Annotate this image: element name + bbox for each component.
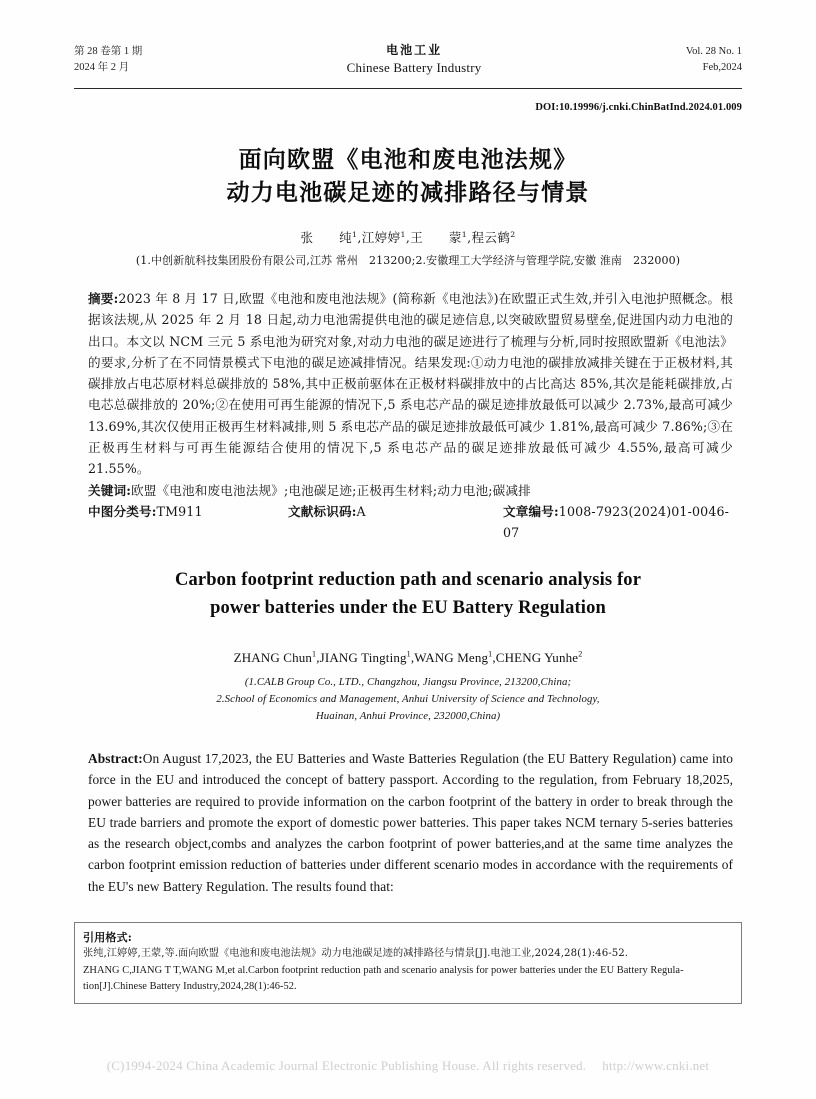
- citation-line-cn: 张纯,江婷婷,王蒙,等.面向欧盟《电池和废电池法规》动力电池碳足迹的减排路径与情景[J].电池工业,2024,28(1):46-52.: [83, 948, 629, 959]
- clc-value: TM911: [156, 503, 203, 519]
- author-cn-sep-1: ,: [357, 230, 362, 245]
- author-cn-3: 王 蒙: [410, 230, 462, 245]
- volume-issue-en: Vol. 28 No. 1: [685, 46, 742, 57]
- abstract-cn-label: 摘要:: [88, 291, 119, 306]
- author-cn-2-affil-marker: 1: [400, 229, 406, 239]
- citation-line-en-2: tion[J].Chinese Battery Industry,2024,28(1):46-52.: [83, 981, 297, 993]
- author-cn-sep-3: ,: [467, 230, 472, 245]
- affiliation-en-line-2: 2.School of Economics and Management, Anhui University of Science and Technology,: [216, 693, 600, 706]
- issue-date-en: Feb,2024: [702, 62, 742, 74]
- classification-codes-row: [88, 501, 733, 544]
- author-cn-1: 张 纯: [300, 230, 353, 245]
- article-title-en-line-1: Carbon footprint reduction path and scenario analysis for: [174, 570, 642, 590]
- header-divider: [74, 88, 742, 89]
- running-head-left: [74, 44, 142, 77]
- citation-heading: 引用格式:: [83, 931, 133, 944]
- author-en-sep-1: ,: [316, 650, 320, 665]
- document-code-value: A: [356, 503, 366, 519]
- affiliation-cn: (1.中创新航科技集团股份有限公司,江苏 常州 213200;2.安徽理工大学经济与管理学院,安徽 淮南 232000): [135, 254, 681, 267]
- author-cn-4: 程云鹤: [471, 230, 511, 245]
- doi-text: DOI:10.19996/j.cnki.ChinBatInd.2024.01.009: [535, 102, 742, 113]
- citation-box: [74, 922, 742, 1004]
- author-en-1: ZHANG Chun: [233, 650, 313, 665]
- abstract-en-body: On August 17,2023, the EU Batteries and Waste Batteries Regulation (the EU Battery Regulation) came into force in the EU and introduced the concept of battery passport. According to the regulation, from February 18,2025, power batteries are required to provide information on the carbon footprint of the battery in order to break through the EU trade barriers and promote the export of domestic power batteries. This paper takes NCM ternary 5-series batteries as the research object,combs and analyzes the carbon footprint of power batteries,and at the same time analyzes the carbon footprint emission reduction of batteries under different scenario modes in accordance with the requirements of the EU's new Battery Regulation. The results found that:: [88, 751, 733, 894]
- author-en-2-affil-marker: 1: [406, 649, 411, 659]
- authors-en: [74, 650, 742, 666]
- journal-title-cn: 电池工业: [386, 43, 443, 57]
- author-en-4-affil-marker: 2: [578, 649, 583, 659]
- author-en-sep-2: ,: [410, 650, 415, 665]
- author-en-3: WANG Meng: [414, 650, 489, 665]
- keywords-cn-value: 欧盟《电池和废电池法规》;电池碳足迹;正极再生材料;动力电池;碳减排: [131, 482, 531, 498]
- keywords-cn-label: 关键词:: [88, 482, 132, 498]
- running-head-center: [142, 43, 686, 76]
- abstract-cn: [88, 288, 733, 480]
- authors-cn: [74, 228, 742, 246]
- journal-title-en: Chinese Battery Industry: [346, 59, 482, 75]
- author-en-sep-3: ,: [492, 650, 496, 665]
- clc-label: 中图分类号:: [88, 503, 157, 519]
- affiliation-en-line-3: Huainan, Anhui Province, 232000,China): [315, 710, 501, 723]
- article-title-en: [100, 566, 716, 622]
- article-number-value: 1008-7923(2024)01-0046-07: [503, 503, 730, 541]
- abstract-en-label: Abstract:: [88, 751, 143, 766]
- issue-date-cn: 2024 年 2 月: [74, 62, 130, 74]
- author-cn-3-affil-marker: 1: [461, 229, 468, 239]
- abstract-en: [88, 748, 733, 897]
- article-number: [503, 501, 733, 544]
- copyright-text: (C)1994-2024 China Academic Journal Electronic Publishing House. All rights reserved.: [106, 1058, 587, 1073]
- author-cn-sep-2: ,: [405, 230, 411, 245]
- affiliation-en: [108, 674, 708, 726]
- running-head: [74, 44, 742, 77]
- document-code-label: 文献标识码:: [288, 503, 357, 519]
- abstract-en-block: [88, 748, 733, 897]
- article-title-cn-line-1: 面向欧盟《电池和废电池法规》: [238, 146, 578, 173]
- author-en-2: JIANG Tingting: [319, 650, 407, 665]
- article-title-cn: [74, 144, 742, 209]
- author-cn-4-affil-marker: 2: [510, 229, 516, 239]
- citation-line-en-1: ZHANG C,JIANG T T,WANG M,et al.Carbon footprint reduction path and scenario analysis for power batteries under the EU Battery Regula-: [83, 964, 684, 976]
- clc-code: [88, 501, 288, 522]
- article-title-en-line-2: power batteries under the EU Battery Regulation: [210, 598, 606, 619]
- affiliation-en-line-1: (1.CALB Group Co., LTD., Changzhou, Jiangsu Province, 213200,China;: [244, 676, 572, 688]
- article-title-cn-line-2: 动力电池碳足迹的减排路径与情景: [226, 178, 590, 206]
- author-en-4: CHENG Yunhe: [495, 650, 579, 665]
- author-cn-2: 江婷婷: [361, 230, 401, 245]
- abstract-cn-body: 2023 年 8 月 17 日,欧盟《电池和废电池法规》(简称新《电池法》)在欧盟正式生效,并引入电池护照概念。根据该法规,从 2025 年 2 月 18 日起,动力电池需提供电池的碳足迹信息,以突破欧盟贸易壁垒,促进国内动力电池的出口。本文以 NCM 三元 5 系电池为研究对象,对动力电池的碳足迹进行了梳理与分析,同时按照欧盟新《电池法》的要求,分析了在不同情景模式下电池的碳足迹减排情况。结果发现:①动力电池的碳排放减排关键在于正极材料,其碳排放占电芯原材料总碳排放的 58%,其中正极前驱体在正极材料碳排放中的占比高达 85%,其次是能耗碳排放,占电芯总碳排放的 20%;②在使用可再生能源的情况下,5 系电芯产品的碳足迹排放最低可以减少 2.73%,最高可减少 13.69%,其次仅使用正极再生材料减排,则 5 系电芯产品的碳足迹排放最低可减少 1.81%,最高可减少 7.86%;③在正极再生材料与可再生能源结合使用的情况下,5 系电芯产品的碳足迹排放最低可减少 4.55%,最高可减少 21.55%。: [88, 291, 733, 477]
- document-code: [288, 501, 503, 522]
- page-footer: [0, 1058, 816, 1074]
- article-number-label: 文章编号:: [503, 503, 559, 519]
- cnki-url[interactable]: http://www.cnki.net: [602, 1058, 710, 1073]
- volume-issue-cn: 第 28 卷第 1 期: [74, 46, 143, 57]
- author-cn-1-affil-marker: 1: [352, 229, 358, 239]
- author-en-1-affil-marker: 1: [312, 649, 317, 659]
- running-head-right: [686, 44, 742, 77]
- keywords-cn: [88, 480, 733, 501]
- author-en-3-affil-marker: 1: [488, 649, 493, 659]
- abstract-cn-block: [88, 288, 733, 544]
